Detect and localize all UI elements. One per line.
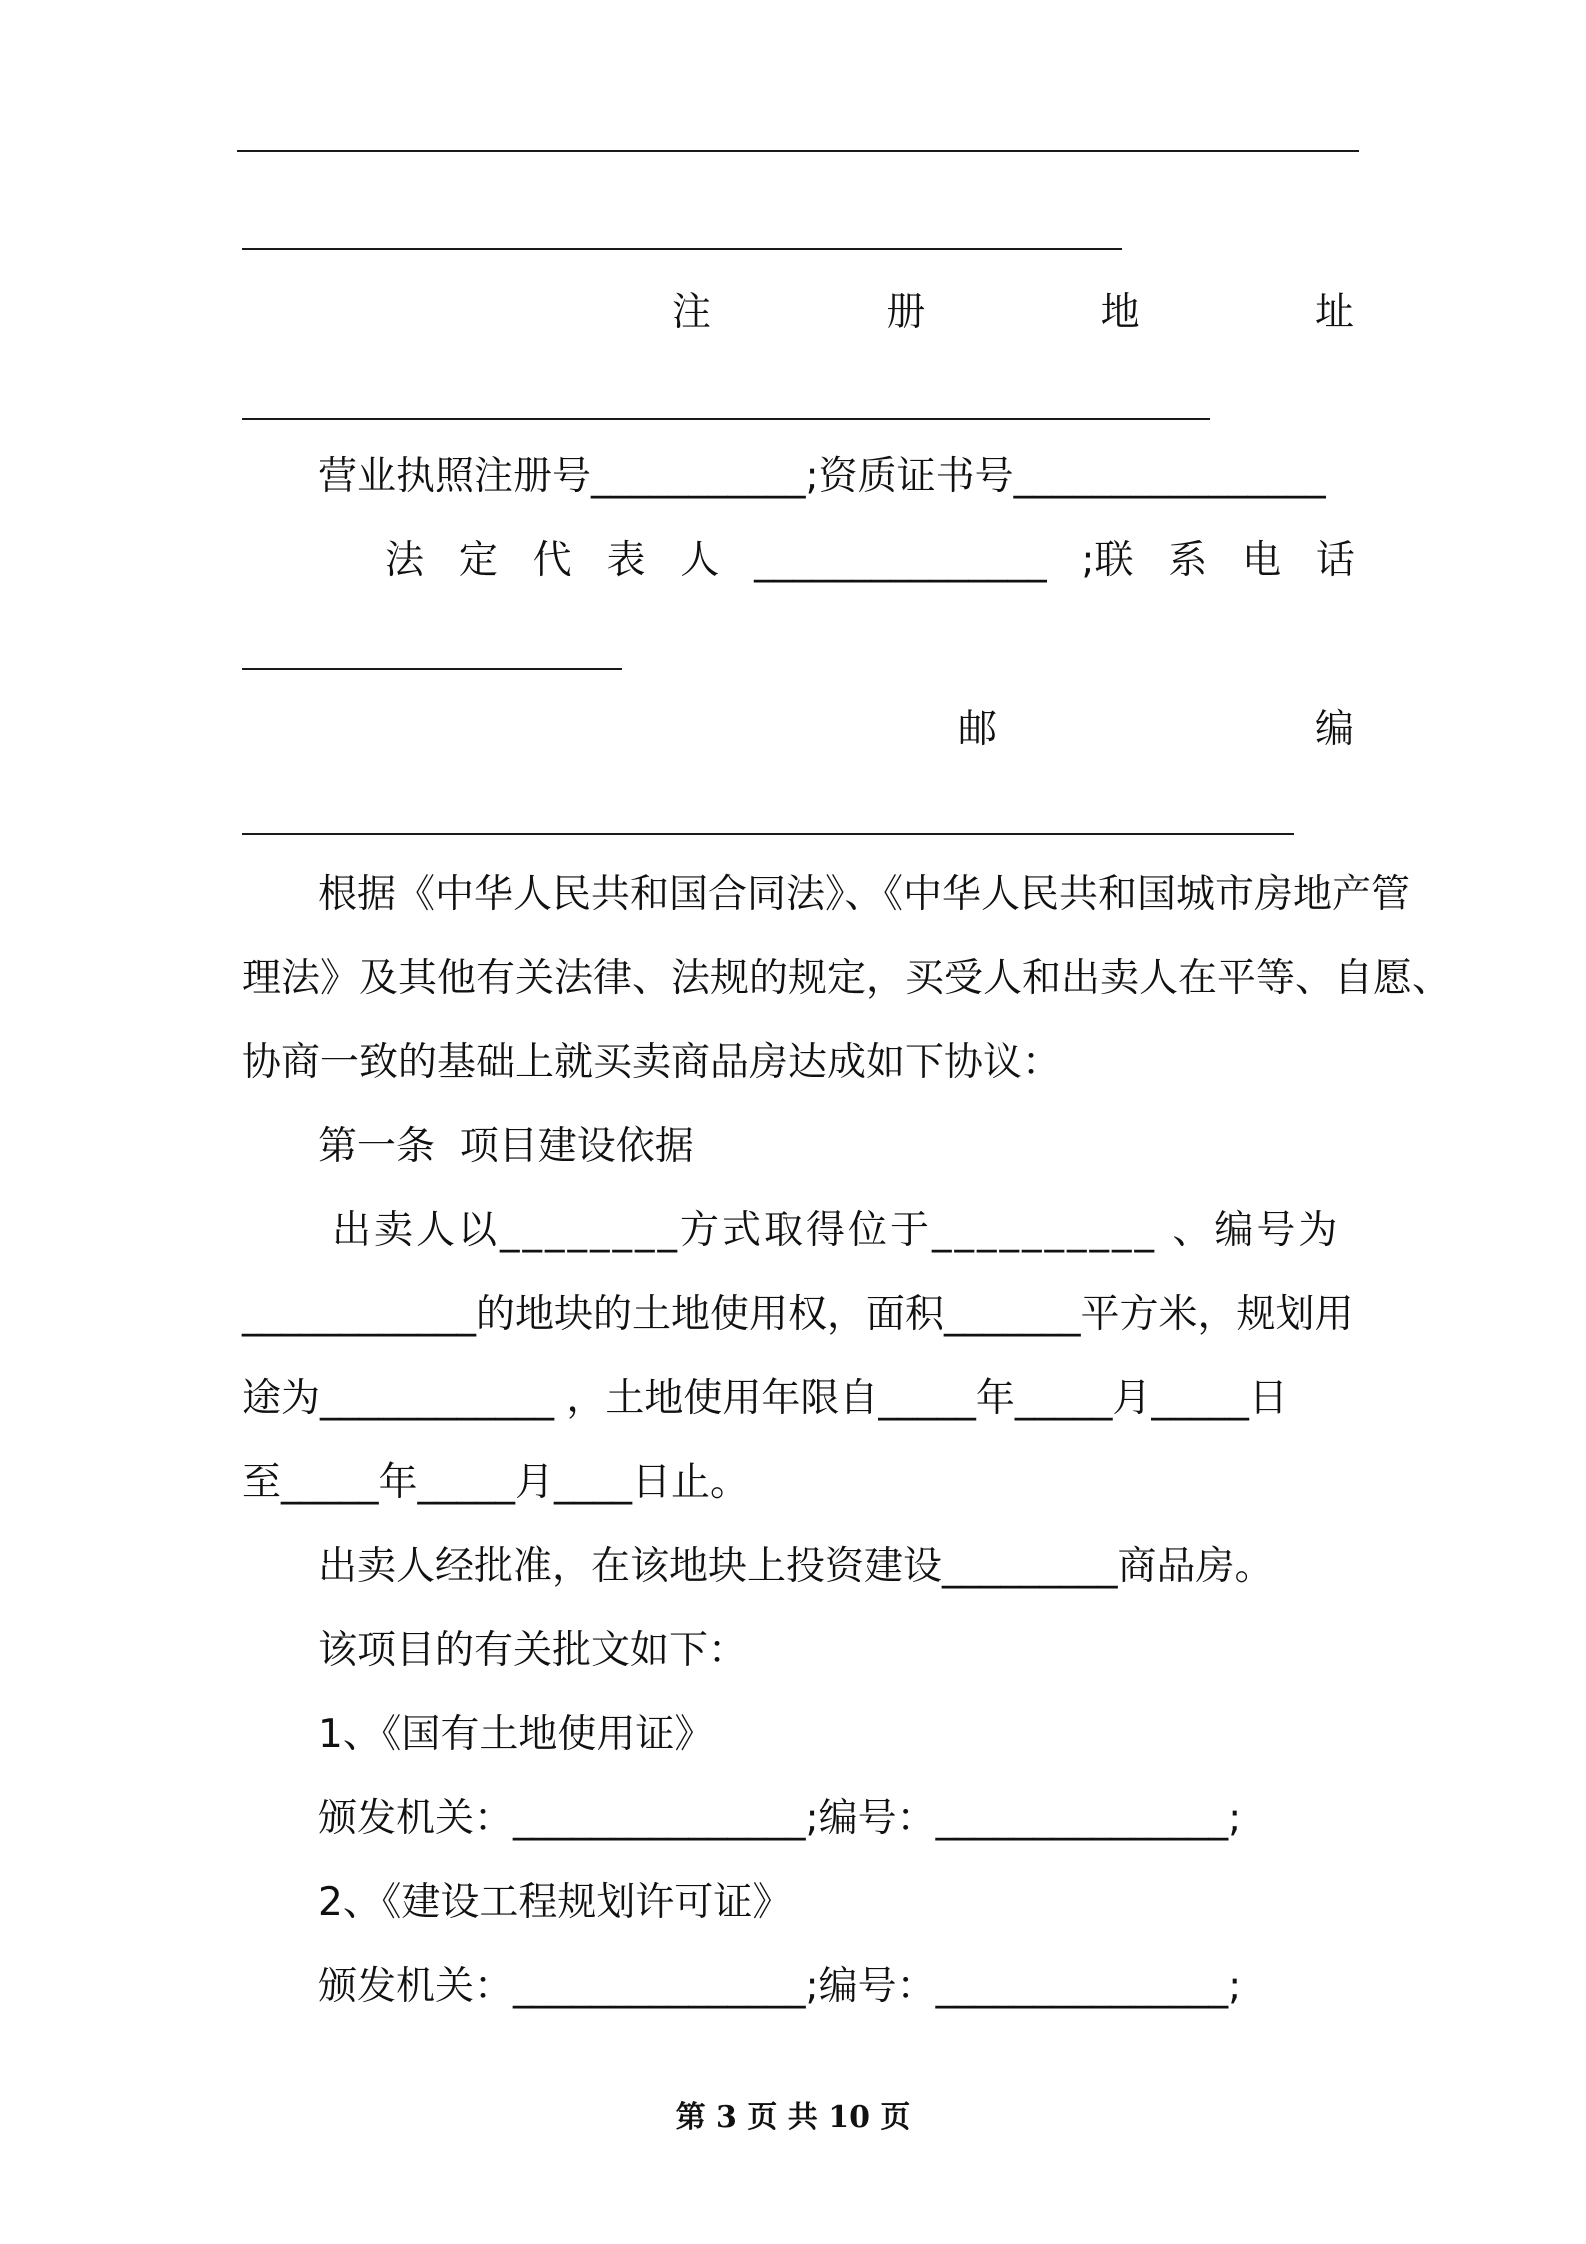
preamble-line-3: 协商一致的基础上就买卖商品房达成如下协议：: [242, 1040, 1062, 1085]
article-1-line-2: ____________的地块的土地使用权，面积_______平方米，规划用: [242, 1292, 1354, 1337]
page-number: 第 3 页 共 10 页: [675, 2100, 911, 2135]
postcode-label: 邮 编: [958, 707, 1354, 752]
preamble-line-2: 理法》及其他有关法律、法规的规定，买受人和出卖人在平等、自愿、: [242, 956, 1452, 1001]
header-rule: [237, 150, 1359, 152]
item-1-issuer: 颁发机关：_______________;编号：_______________;: [318, 1796, 1242, 1841]
postcode-blank: [242, 833, 1294, 835]
article-1-line-4: 至_____年_____月____日止。: [242, 1460, 750, 1505]
preamble-line-1: 根据《中华人民共和国合同法》、《中华人民共和国城市房地产管: [318, 872, 1411, 917]
item-1-title: 1、《国有土地使用证》: [318, 1712, 714, 1757]
blank-line: [242, 248, 1122, 250]
address-label: 注 册 地 址: [672, 290, 1354, 335]
article-1-line-6: 该项目的有关批文如下：: [318, 1628, 748, 1673]
address-blank: [242, 418, 1210, 420]
article-1-title: 第一条 项目建设依据: [318, 1124, 694, 1169]
license-line: 营业执照注册号___________;资质证书号________________: [318, 454, 1326, 499]
article-1-line-1: 出卖人以________方式取得位于__________ 、编号为: [332, 1208, 1341, 1253]
article-1-line-5: 出卖人经批准，在该地块上投资建设_________商品房。: [318, 1544, 1274, 1589]
phone-blank: [242, 668, 622, 670]
representative-line: 法 定 代 表 人 _______________ ;联 系 电 话: [385, 538, 1355, 583]
item-2-issuer: 颁发机关：_______________;编号：_______________;: [318, 1964, 1242, 2009]
item-2-title: 2、《建设工程规划许可证》: [318, 1880, 792, 1925]
article-1-line-3: 途为____________ ，土地使用年限自_____年_____月_____日: [242, 1376, 1288, 1421]
